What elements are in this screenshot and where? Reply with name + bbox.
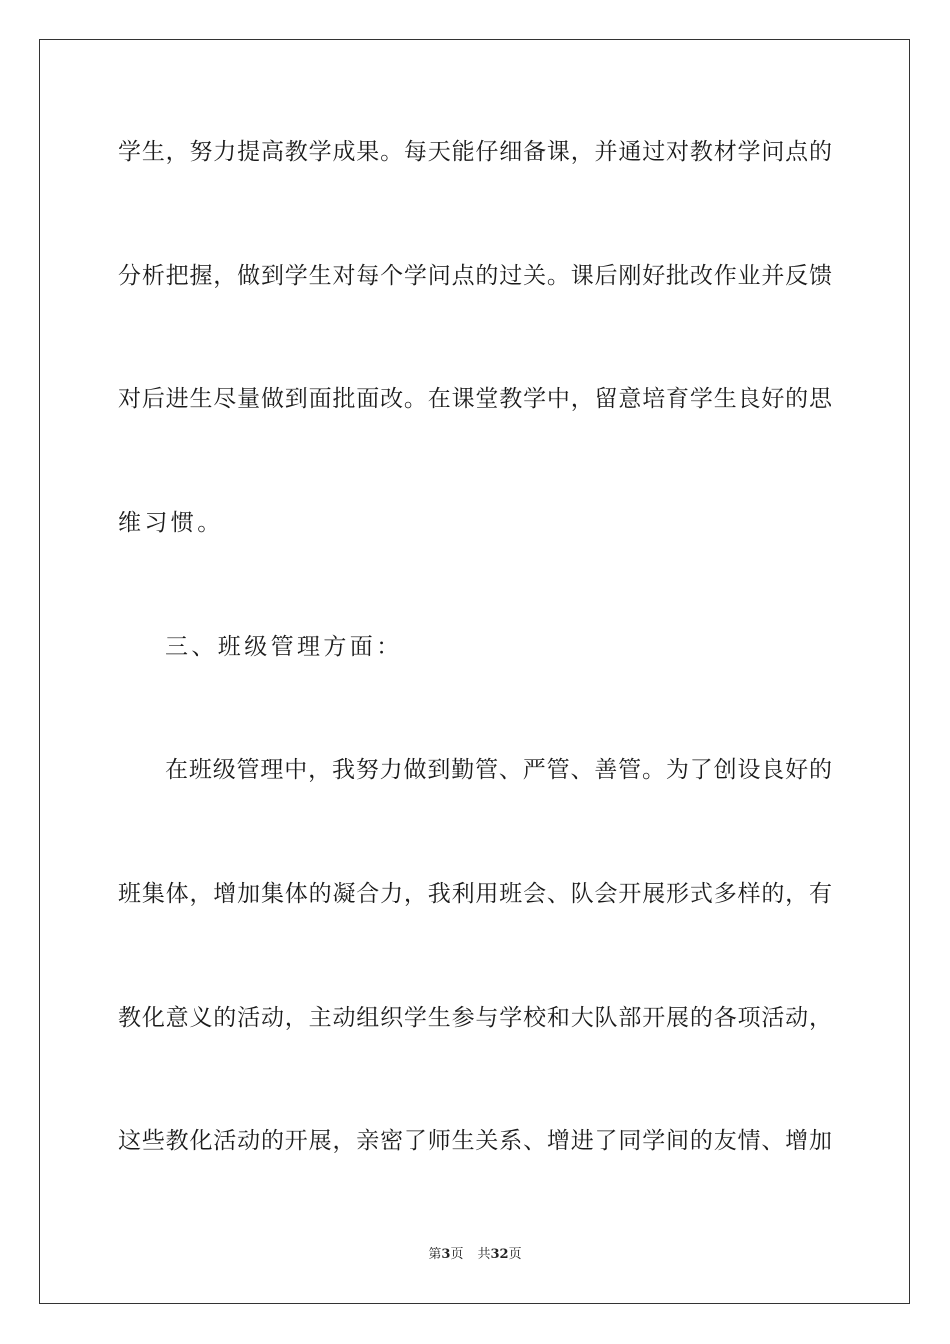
body-line-9: 这些教化活动的开展，亲密了师生关系、增进了同学间的友情、增加 xyxy=(118,1128,832,1154)
body-line-7: 班集体，增加集体的凝合力，我利用班会、队会开展形式多样的，有 xyxy=(118,881,832,907)
footer-page-suffix: 页 xyxy=(450,1247,464,1262)
body-line-2: 分析把握，做到学生对每个学问点的过关。课后刚好批改作业并反馈 xyxy=(118,263,832,289)
footer-page-prefix: 第 xyxy=(428,1247,442,1262)
footer-page-number: 3 xyxy=(441,1247,451,1262)
footer-total-pages: 32 xyxy=(490,1247,509,1262)
section-heading: 三、班级管理方面： xyxy=(165,634,403,660)
body-line-4: 维习惯。 xyxy=(118,510,224,536)
page-border xyxy=(39,39,910,1304)
body-line-6: 在班级管理中，我努力做到勤管、严管、善管。为了创设良好的 xyxy=(165,757,832,783)
body-line-8: 教化意义的活动，主动组织学生参与学校和大队部开展的各项活动， xyxy=(118,1005,832,1031)
page-footer xyxy=(0,1247,950,1263)
body-line-1: 学生，努力提高教学成果。每天能仔细备课，并通过对教材学问点的 xyxy=(118,139,832,165)
body-line-3: 对后进生尽量做到面批面改。在课堂教学中，留意培育学生良好的思 xyxy=(118,386,832,412)
footer-total-suffix: 页 xyxy=(508,1247,522,1262)
footer-total-prefix: 共 xyxy=(477,1247,491,1262)
